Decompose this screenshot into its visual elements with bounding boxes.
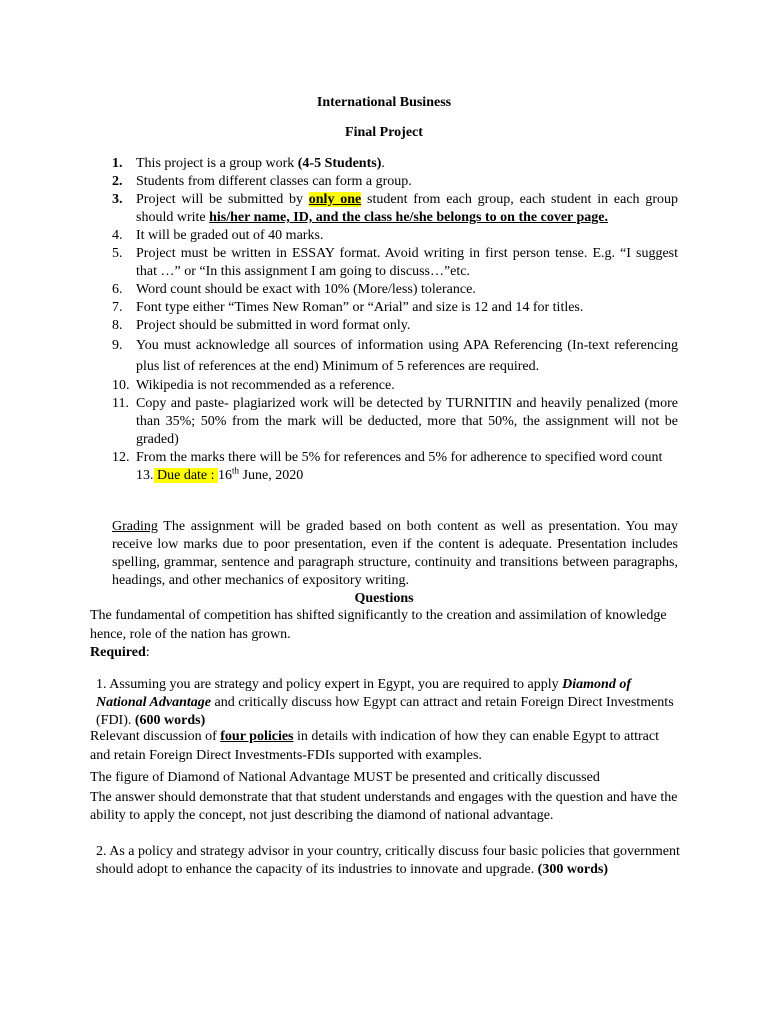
required-label: Required:: [90, 645, 150, 660]
list-item: 6. Word count should be exact with 10% (More/less) tolerance.: [112, 282, 476, 297]
list-number: 12.: [112, 450, 130, 465]
list-item: 12. From the marks there will be 5% for references and 5% for adherence to specified word count: [112, 450, 663, 465]
list-number: 1.: [112, 156, 123, 171]
due-date-label: Due date :: [153, 468, 219, 483]
list-item: 2. Students from different classes can form a group.: [112, 174, 412, 189]
rules-list: [112, 155, 678, 485]
question-2: 2. As a policy and strategy advisor in your country, critically discuss four basic policies that government should adopt to enhance the capacity of its industries to innovate and upgrade. (300 words): [96, 844, 680, 877]
list-item: 10. Wikipedia is not recommended as a reference.: [112, 378, 395, 393]
list-item: 11. Copy and paste- plagiarized work will be detected by TURNITIN and heavily penalized (more than 35%; 50% from the mark will be deducted, more that 50%, the assignment will not be graded): [112, 396, 678, 447]
list-number: 3.: [112, 192, 123, 207]
list-item: 3. Project will be submitted by only one student from each group, each student in each group should write his/her name, ID, and the class he/she belongs to on the cover page.: [112, 192, 678, 225]
course-title: International Business: [316, 95, 452, 110]
list-item: 8. Project should be submitted in word format only.: [112, 318, 411, 333]
question-1: 1. Assuming you are strategy and policy expert in Egypt, you are required to apply Diamond of National Advantage and critically discuss how Egypt can attract and retain Foreign Direct Investments (FDI). (600 words): [96, 677, 674, 728]
list-number: 9.: [112, 338, 123, 353]
grading-paragraph: Grading The assignment will be graded based on both content as well as presentation. You may receive low marks due to poor presentation, even if the content is adequate. Presentation includes spelling, grammar, sentence and paragraph structure, continuity and transitions between paragraphs, headings, and other mechanics of expository writing.: [112, 519, 678, 588]
document-title: Final Project: [345, 125, 423, 140]
question-1-figure-note: The figure of Diamond of National Advantage MUST be presented and critically discussed: [90, 770, 600, 785]
list-item: 1. This project is a group work (4-5 Students).: [112, 156, 385, 171]
list-item: 5. Project must be written in ESSAY format. Avoid writing in first person tense. E.g. “I suggest that …” or “In this assignment I am going to discuss…”etc.: [112, 246, 678, 279]
list-number: 11.: [112, 396, 129, 411]
list-number: 4.: [112, 228, 123, 243]
list-number: 10.: [112, 378, 130, 393]
list-number: 8.: [112, 318, 123, 333]
question-1-answer-note: The answer should demonstrate that that student understands and engages with the question and have the ability to apply the concept, not just describing the diamond of national advantage.: [90, 790, 678, 823]
list-number: 6.: [112, 282, 123, 297]
list-number: 2.: [112, 174, 123, 189]
intro-paragraph: The fundamental of competition has shifted significantly to the creation and assimilation of knowledge hence, role of the nation has grown.: [90, 608, 667, 642]
list-item-due-date: [112, 467, 678, 485]
list-item: 9. You must acknowledge all sources of information using APA Referencing (In-text referencing plus list of references at the end) Minimum of 5 references are required.: [112, 335, 678, 377]
list-number: 7.: [112, 300, 123, 315]
list-item: 7. Font type either “Times New Roman” or “Arial” and size is 12 and 14 for titles.: [112, 300, 584, 315]
question-1-policies: Relevant discussion of four policies in details with indication of how they can enable Egypt to attract and retain Foreign Direct Investments-FDIs supported with examples.: [90, 729, 659, 763]
list-number: 5.: [112, 246, 123, 261]
only-one-highlight: only one: [308, 192, 362, 207]
list-item: 4. It will be graded out of 40 marks.: [112, 228, 324, 243]
questions-heading: Questions: [354, 591, 414, 606]
grading-label: Grading: [112, 519, 158, 534]
due-date-value: 16th June, 2020: [218, 465, 304, 483]
list-number: 13.: [136, 468, 154, 483]
